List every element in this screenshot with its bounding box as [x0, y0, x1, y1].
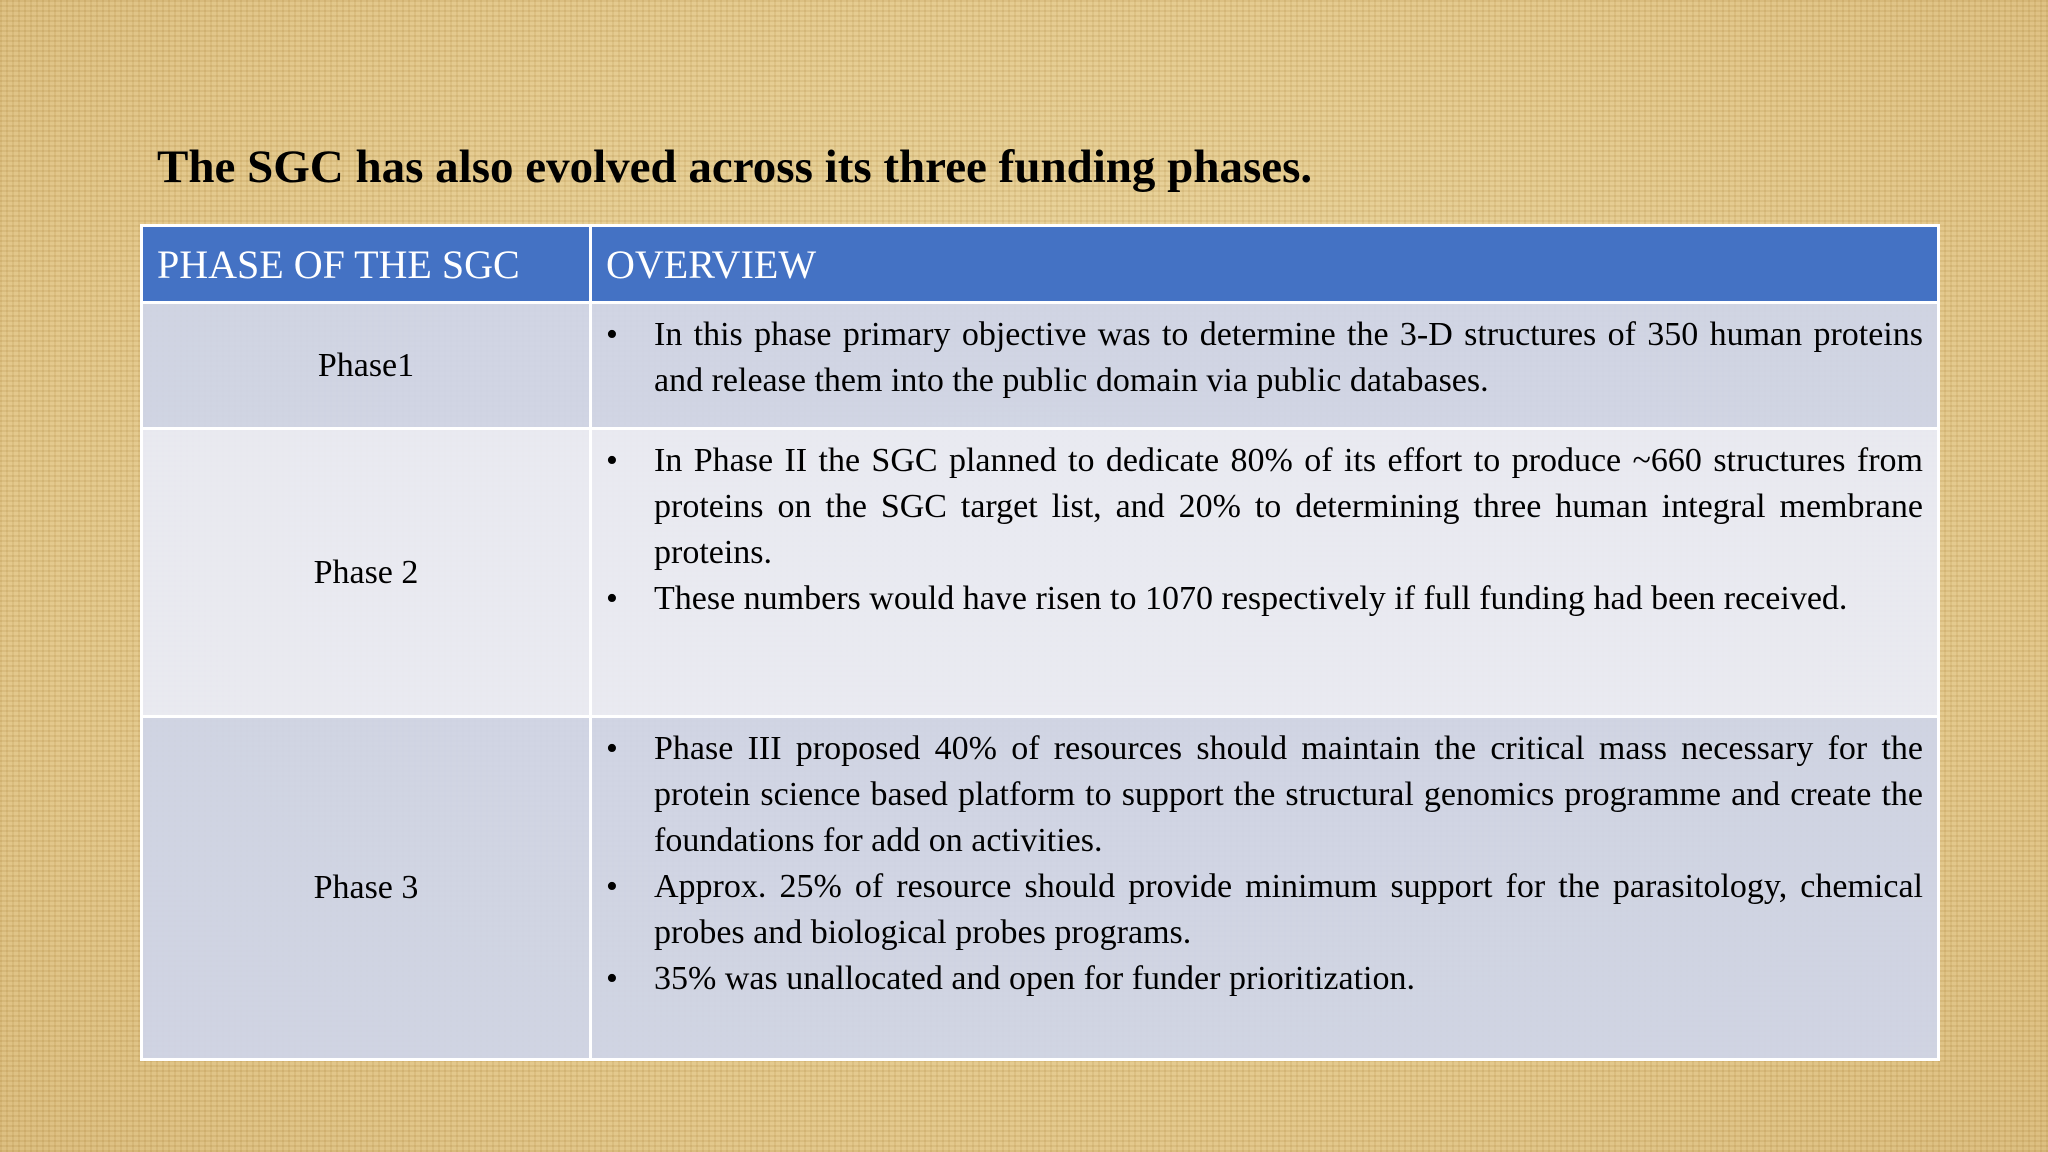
header-phase: PHASE OF THE SGC [142, 226, 591, 303]
bullet-icon: • [606, 868, 618, 905]
phases-table [140, 224, 1940, 1061]
bullet-icon: • [606, 580, 618, 617]
slide-title: The SGC has also evolved across its three funding phases. [157, 141, 1313, 193]
bullet-item [606, 312, 1923, 404]
bullet-list [606, 312, 1923, 404]
bullet-icon: • [606, 316, 618, 353]
phase-label: Phase 3 [142, 717, 591, 1060]
bullet-icon: • [606, 730, 618, 767]
bullet-item [606, 576, 1923, 622]
bullet-item [606, 956, 1923, 1002]
table-row-phase-3 [142, 717, 1939, 1060]
bullet-item [606, 726, 1923, 864]
bullet-text: Approx. 25% of resource should provide minimum support for the parasitology, chemical probes and biological probes programs. [654, 868, 1923, 951]
table-header-row [142, 226, 1939, 303]
overview-cell [591, 303, 1939, 429]
phase-label: Phase 2 [142, 429, 591, 717]
table-row-phase-2 [142, 429, 1939, 717]
bullet-icon: • [606, 442, 618, 479]
bullet-icon: • [606, 960, 618, 997]
bullet-text: These numbers would have risen to 1070 respectively if full funding had been received. [654, 580, 1848, 617]
overview-cell [591, 429, 1939, 717]
phase-label: Phase1 [142, 303, 591, 429]
bullet-item [606, 438, 1923, 576]
bullet-item [606, 864, 1923, 956]
bullet-text: In Phase II the SGC planned to dedicate 80% of its effort to produce ~660 structures from proteins on the SGC target list, and 20% to determining three human integral membrane proteins. [654, 442, 1923, 571]
bullet-list [606, 726, 1923, 1002]
overview-cell [591, 717, 1939, 1060]
bullet-text: Phase III proposed 40% of resources should maintain the critical mass necessary for the protein science based platform to support the structural genomics programme and create the foundations for add on activities. [654, 730, 1923, 859]
table-row-phase-1 [142, 303, 1939, 429]
bullet-text: In this phase primary objective was to determine the 3-D structures of 350 human proteins and release them into the public domain via public databases. [654, 316, 1923, 399]
header-overview: OVERVIEW [591, 226, 1939, 303]
bullet-text: 35% was unallocated and open for funder prioritization. [654, 960, 1415, 997]
bullet-list [606, 438, 1923, 622]
